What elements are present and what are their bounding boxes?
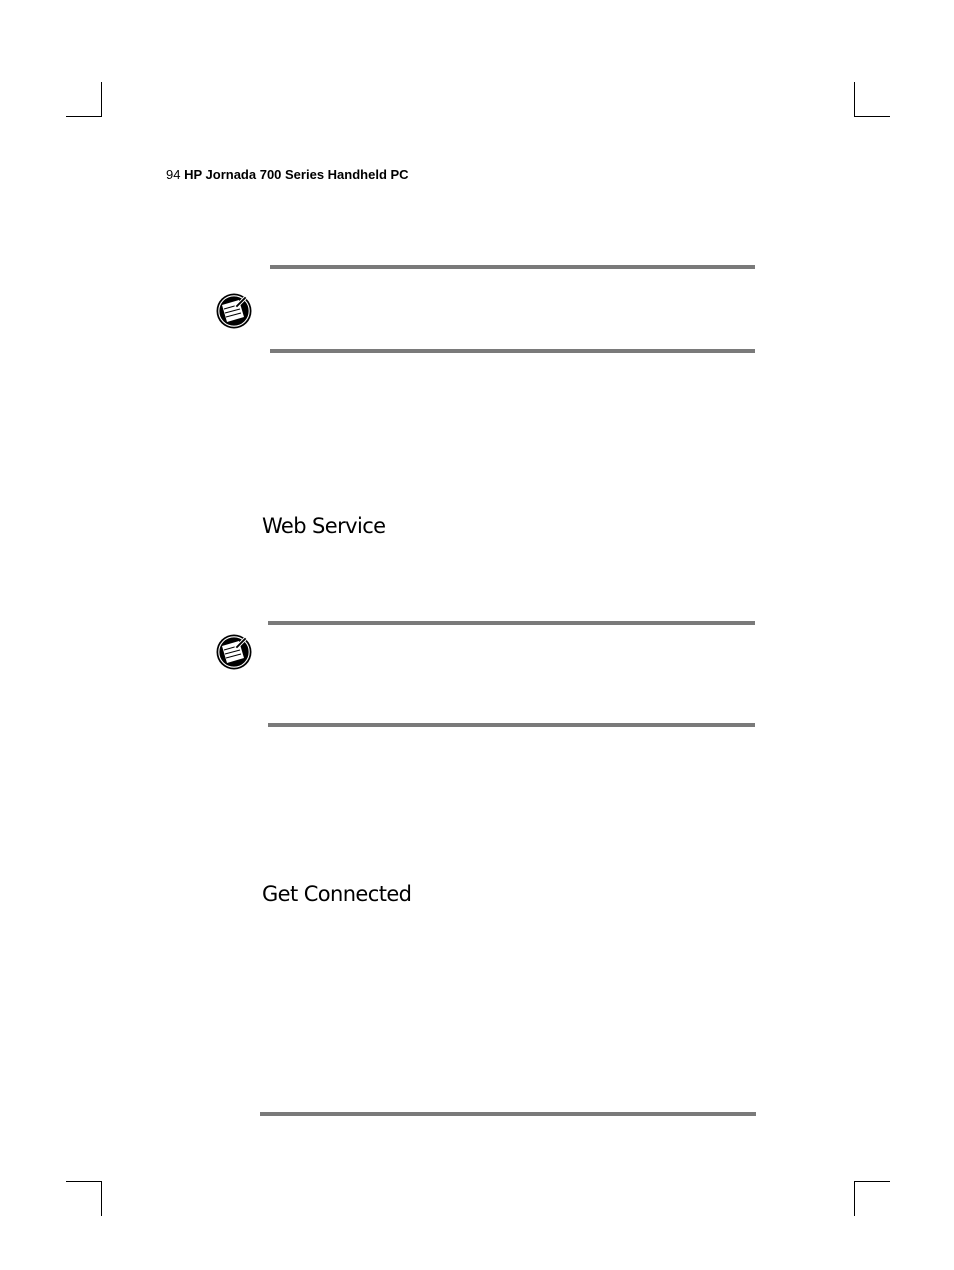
note-rule-bottom: [268, 723, 755, 727]
note-pen-icon: [215, 633, 253, 671]
page-number: 94: [166, 167, 181, 182]
crop-mark-top-right-horizontal: [855, 116, 890, 117]
section-heading-web-service: Web Service: [262, 514, 386, 538]
section-end-rule: [260, 1112, 756, 1116]
crop-mark-top-left-vertical: [101, 82, 102, 117]
note-rule-top: [270, 265, 755, 269]
crop-mark-bottom-left-horizontal: [66, 1181, 101, 1182]
crop-mark-top-left-horizontal: [66, 116, 101, 117]
note-rule-bottom: [270, 349, 755, 353]
crop-mark-bottom-right-vertical: [854, 1181, 855, 1216]
section-heading-get-connected: Get Connected: [262, 882, 412, 906]
note-pen-icon: [215, 292, 253, 330]
book-title: HP Jornada 700 Series Handheld PC: [184, 167, 409, 182]
running-header: [166, 167, 409, 183]
crop-mark-top-right-vertical: [854, 82, 855, 117]
crop-mark-bottom-left-vertical: [101, 1181, 102, 1216]
crop-mark-bottom-right-horizontal: [855, 1181, 890, 1182]
note-rule-top: [268, 621, 755, 625]
